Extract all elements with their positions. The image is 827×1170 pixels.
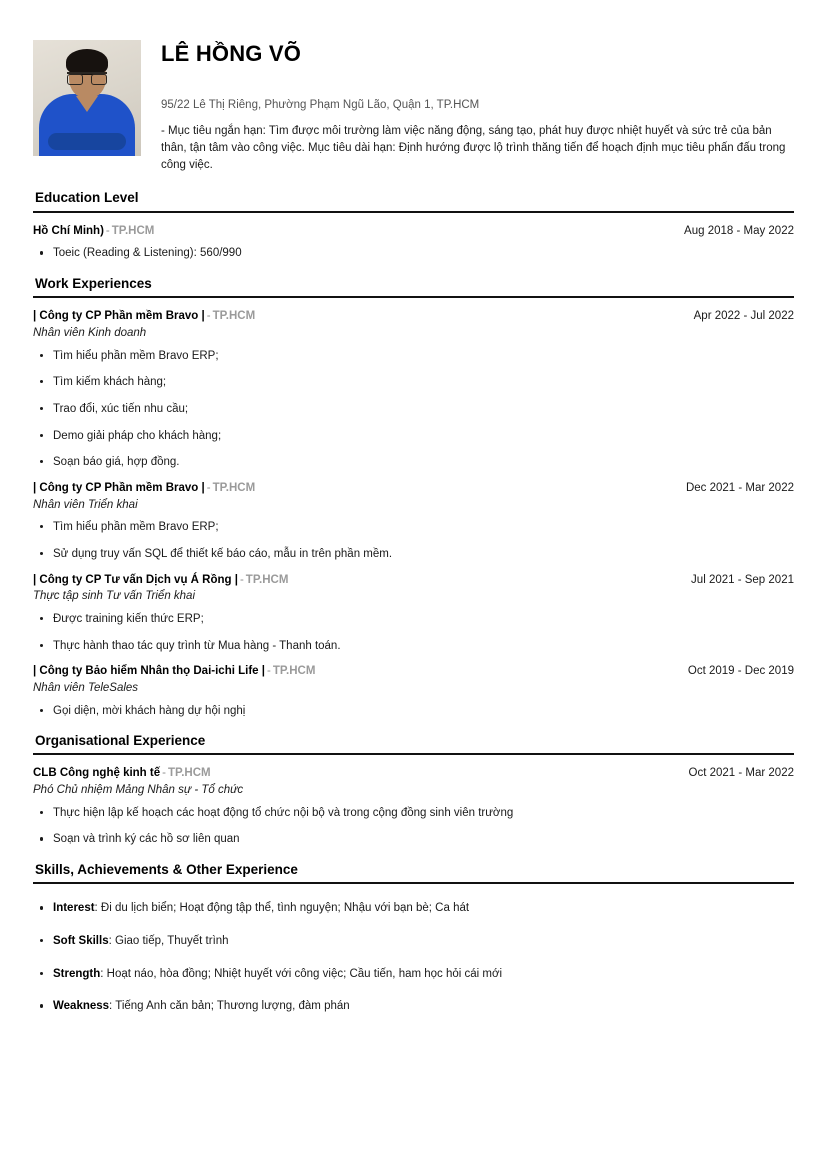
- list-item: Được training kiến thức ERP;: [33, 611, 794, 628]
- education-school-name: Hồ Chí Minh): [33, 224, 104, 237]
- entry-header: [33, 572, 794, 589]
- work-company-name: | Công ty Bảo hiểm Nhân thọ Dai-ichi Life |: [33, 665, 265, 678]
- work-entry: [33, 663, 794, 719]
- work-date: Dec 2021 - Mar 2022: [685, 481, 794, 494]
- entry-separator: -: [239, 573, 244, 586]
- entry-header: [33, 223, 794, 240]
- skill-label: Soft Skills: [53, 935, 109, 947]
- work-company: [33, 308, 255, 325]
- work-role: Thực tập sinh Tư vấn Triển khai: [33, 590, 196, 603]
- work-company: [33, 663, 315, 680]
- section-body-skills: [33, 884, 794, 1015]
- list-item: Gọi diện, mời khách hàng dự hội nghị: [33, 703, 794, 720]
- photo-glasses: [67, 72, 107, 84]
- section-organisational: [33, 733, 794, 848]
- entry-separator: -: [206, 310, 211, 323]
- section-work: [33, 276, 794, 719]
- list-item: [33, 900, 794, 917]
- candidate-address: 95/22 Lê Thị Riêng, Phường Phạm Ngũ Lão, Quận 1, TP.HCM: [161, 99, 480, 112]
- work-company-name: | Công ty CP Phần mềm Bravo |: [33, 310, 205, 323]
- section-title-skills: Skills, Achievements & Other Experience: [33, 862, 794, 884]
- work-date: Jul 2021 - Sep 2021: [691, 573, 794, 586]
- resume-header: [33, 40, 794, 174]
- work-bullets: [33, 348, 794, 471]
- organisational-bullets: [33, 805, 794, 848]
- list-item: Soạn và trình ký các hồ sơ liên quan: [33, 831, 794, 848]
- work-entry: [33, 480, 794, 563]
- education-date: Aug 2018 - May 2022: [684, 224, 794, 237]
- candidate-name: LÊ HỒNG VÕ: [161, 41, 302, 66]
- redacted-contact-line: [161, 82, 794, 95]
- work-role: Nhân viên Triển khai: [33, 498, 138, 511]
- education-bullets: [33, 245, 794, 262]
- list-item: Thực hiện lập kế hoạch các hoạt động tổ chức nội bộ và trong cộng đồng sinh viên trường: [33, 805, 794, 822]
- profile-photo: [33, 40, 141, 156]
- work-entry: [33, 572, 794, 655]
- section-title-education: Education Level: [33, 190, 794, 212]
- list-item: Tìm kiếm khách hàng;: [33, 374, 794, 391]
- list-item: Sử dụng truy vấn SQL để thiết kế báo cáo, mẫu in trên phần mềm.: [33, 546, 794, 563]
- section-education: [33, 190, 794, 262]
- work-date: Oct 2019 - Dec 2019: [687, 665, 794, 678]
- work-company: [33, 480, 255, 497]
- list-item: Tìm hiểu phần mềm Bravo ERP;: [33, 348, 794, 365]
- entry-header: [33, 308, 794, 325]
- organisation-name: CLB Công nghệ kinh tế: [33, 767, 161, 780]
- education-entry: [33, 223, 794, 262]
- organisation-location: TP.HCM: [167, 767, 211, 780]
- skill-value: : Tiếng Anh căn bản; Thương lượng, đàm phán: [109, 1000, 350, 1013]
- section-skills: [33, 862, 794, 1015]
- education-location: TP.HCM: [111, 224, 155, 237]
- skill-label: Interest: [53, 902, 95, 915]
- skill-label: Strength: [53, 967, 101, 980]
- work-date: Apr 2022 - Jul 2022: [693, 310, 794, 323]
- organisational-date: Oct 2021 - Mar 2022: [688, 767, 794, 780]
- skill-label: Weakness: [53, 1000, 110, 1013]
- list-item: Demo giải pháp cho khách hàng;: [33, 428, 794, 445]
- career-objective: - Mục tiêu ngắn hạn: Tìm được môi trường làm việc năng động, sáng tạo, phát huy được nhiệt huyết và sức trẻ của bản thân, tận tâm vào công việc. Mục tiêu dài hạn: Định hướng được lộ trình thăng tiến để hoạch định mục tiêu phấn đấu trong công việc.: [161, 124, 786, 172]
- work-role: Nhân viên Kinh doanh: [33, 326, 147, 339]
- section-body-organisational: [33, 755, 794, 848]
- work-company-name: | Công ty CP Tư vấn Dịch vụ Á Rồng |: [33, 573, 238, 586]
- list-item: [33, 933, 794, 950]
- work-location: TP.HCM: [212, 310, 256, 323]
- work-bullets: [33, 519, 794, 562]
- skills-list: [33, 900, 794, 1015]
- entry-separator: -: [266, 665, 271, 678]
- list-item: Trao đổi, xúc tiến nhu cầu;: [33, 401, 794, 418]
- entry-separator: -: [206, 481, 211, 494]
- section-title-organisational: Organisational Experience: [33, 733, 794, 755]
- work-bullets: [33, 611, 794, 654]
- entry-header: [33, 663, 794, 680]
- entry-header: [33, 765, 794, 782]
- organisational-entry: [33, 765, 794, 848]
- work-company: [33, 572, 288, 589]
- list-item: Tìm hiểu phần mềm Bravo ERP;: [33, 519, 794, 536]
- section-title-work: Work Experiences: [33, 276, 794, 298]
- work-company-name: | Công ty CP Phần mềm Bravo |: [33, 481, 205, 494]
- education-school: [33, 223, 154, 240]
- organisational-role: Phó Chủ nhiệm Mảng Nhân sự - Tổ chức: [33, 784, 244, 797]
- header-text-block: [161, 40, 794, 174]
- entry-separator: -: [105, 224, 110, 237]
- photo-arms: [48, 133, 126, 150]
- work-location: TP.HCM: [245, 573, 289, 586]
- organisation-name-block: [33, 765, 211, 782]
- list-item: Thực hành thao tác quy trình từ Mua hàng - Thanh toán.: [33, 638, 794, 655]
- skill-value: : Đi du lịch biển; Hoạt động tập thể, tình nguyện; Nhậu với bạn bè; Ca hát: [94, 902, 470, 915]
- entry-separator: -: [162, 767, 166, 780]
- skill-value: : Giao tiếp, Thuyết trình: [108, 935, 229, 947]
- skill-value: : Hoạt náo, hòa đồng; Nhiệt huyết với công việc; Cầu tiến, ham học hỏi cái mới: [100, 967, 503, 980]
- work-location: TP.HCM: [212, 481, 256, 494]
- work-location: TP.HCM: [272, 665, 316, 678]
- section-body-education: [33, 213, 794, 262]
- section-body-work: [33, 298, 794, 719]
- list-item: [33, 966, 794, 983]
- list-item: Toeic (Reading & Listening): 560/990: [33, 245, 794, 262]
- entry-header: [33, 480, 794, 497]
- work-entry: [33, 308, 794, 471]
- work-role: Nhân viên TeleSales: [33, 681, 139, 694]
- work-bullets: [33, 703, 794, 720]
- list-item: Soạn báo giá, hợp đồng.: [33, 454, 794, 471]
- list-item: [33, 998, 794, 1015]
